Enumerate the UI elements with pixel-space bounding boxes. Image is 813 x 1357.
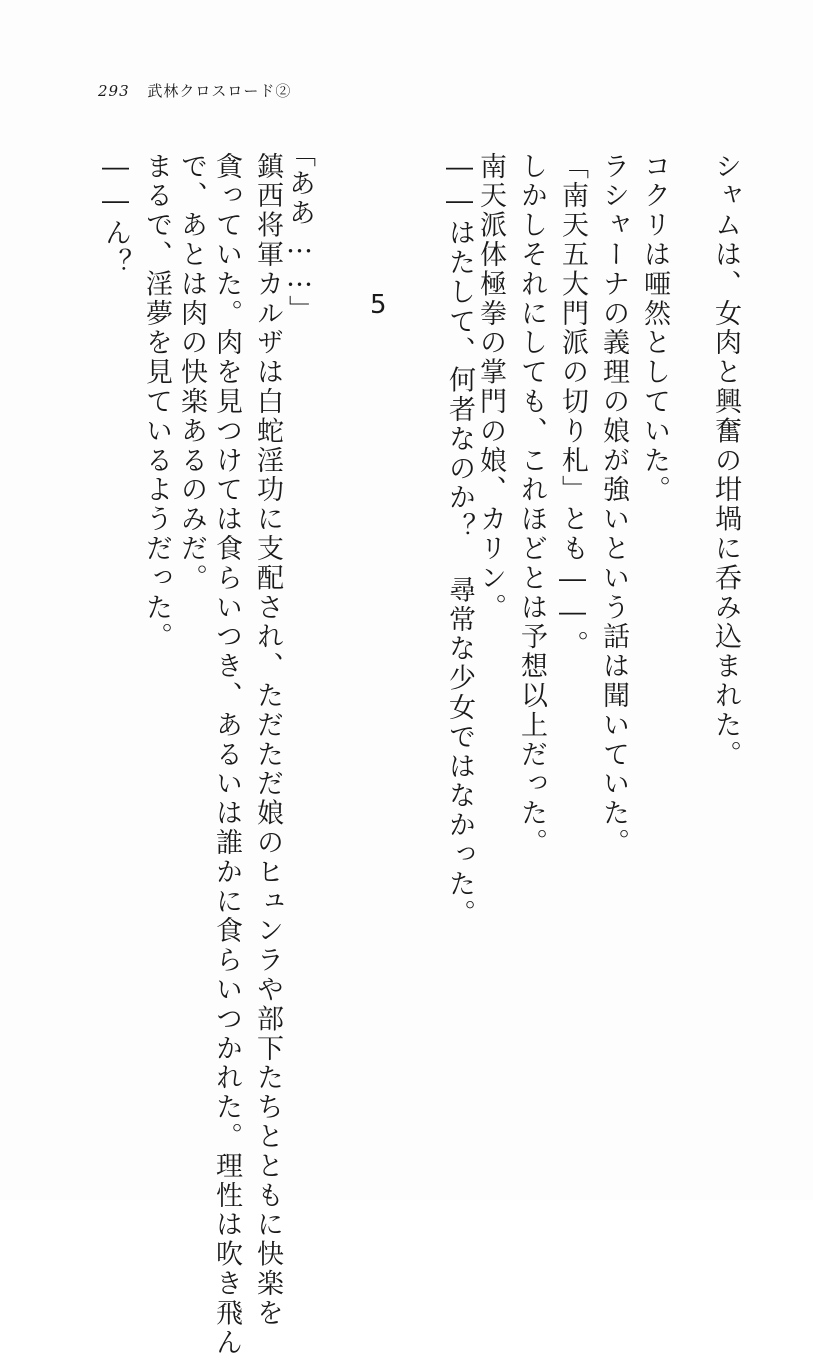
text-line: まるで、淫夢を見ているようだった。 (141, 152, 172, 652)
text-line: ラシャーナの義理の娘が強いという話は聞いていた。 (598, 152, 629, 858)
text-line: 南天派体極拳の掌門の娘、カリン。 (475, 152, 506, 623)
section-number: 5 (370, 290, 387, 320)
text-line: しかしそれにしても、これほどとは予想以上だった。 (516, 152, 547, 858)
text-line: 「南天五大門派の切り札」とも――。 (557, 152, 588, 660)
text-line: ――はたして、何者なのか？ 尋常な少女ではなかった。 (444, 152, 475, 929)
text-line: コクリは唖然としていた。 (639, 152, 670, 505)
book-title: 武林クロスロード② (147, 82, 292, 100)
text-line: で、あとは肉の快楽あるのみだ。 (176, 152, 207, 593)
text-line: ――ん？ (100, 152, 131, 278)
running-header (98, 80, 291, 101)
text-line: 貪っていた。肉を見つけては食らいつき、あるいは誰かに食らいつかれた。理性は吹き飛ん (211, 152, 242, 1357)
text-line: 鎮西将軍カルザは白蛇淫功に支配され、ただただ娘のヒュンラや部下たちとともに快楽を (252, 152, 283, 1328)
page-number: 293 (98, 82, 130, 100)
text-line: シャムは、女肉と興奮の坩堝に呑み込まれた。 (710, 152, 741, 770)
text-line: 「ああ……」 (284, 140, 315, 325)
